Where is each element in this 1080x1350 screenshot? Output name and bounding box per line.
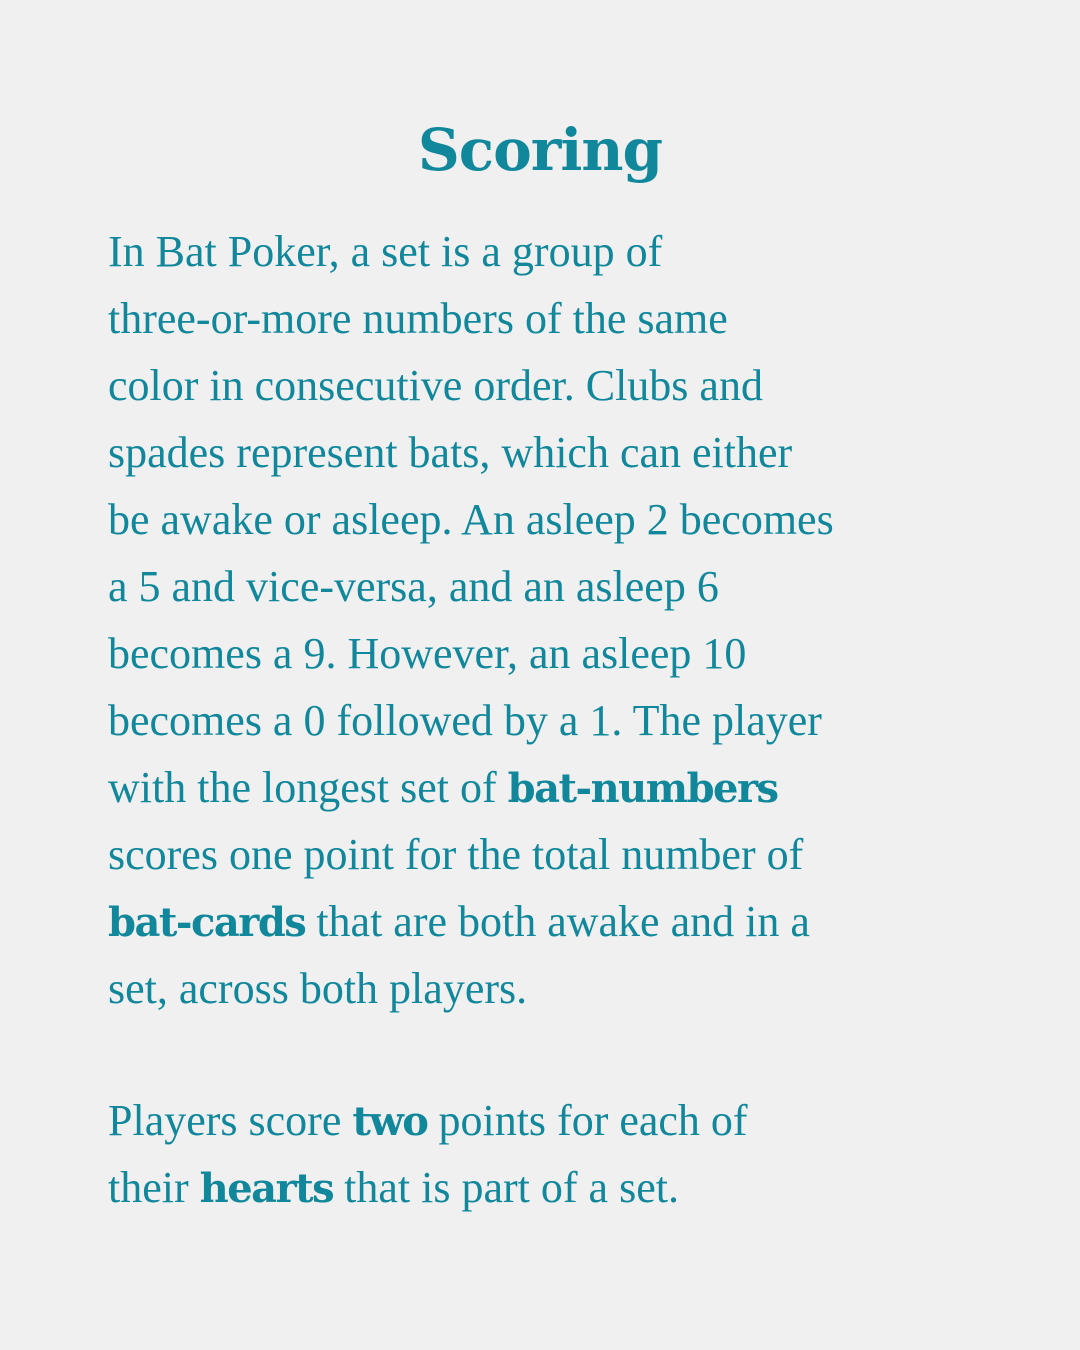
- text-line: color in consecutive order. Clubs and: [108, 361, 763, 410]
- page-title: Scoring: [417, 116, 663, 184]
- text-line: becomes a 9. However, an asleep 10: [108, 629, 747, 678]
- text-segment: that are both awake and in a: [305, 897, 810, 946]
- text-line: scores one point for the total number of: [108, 830, 804, 879]
- text-line: In Bat Poker, a set is a group of: [108, 227, 663, 276]
- text-segment: with the longest set of: [108, 763, 508, 812]
- text-line: [108, 888, 978, 955]
- text-segment: that is part of a set.: [333, 1163, 679, 1212]
- text-line: [108, 1154, 978, 1221]
- scoring-rules-paragraph: [108, 218, 978, 1022]
- bold-term-two: two: [352, 1098, 428, 1145]
- text-line: [108, 754, 978, 821]
- bold-term-bat-numbers: bat-numbers: [507, 765, 778, 812]
- text-segment: their: [108, 1163, 200, 1212]
- hearts-scoring-paragraph: [108, 1087, 978, 1221]
- text-segment: points for each of: [427, 1096, 748, 1145]
- text-line: a 5 and vice-versa, and an asleep 6: [108, 562, 719, 611]
- text-line: spades represent bats, which can either: [108, 428, 793, 477]
- bold-term-hearts: hearts: [199, 1165, 334, 1212]
- text-line: three-or-more numbers of the same: [108, 294, 728, 343]
- text-line: be awake or asleep. An asleep 2 becomes: [108, 495, 834, 544]
- text-segment: Players score: [108, 1096, 353, 1145]
- bold-term-bat-cards: bat-cards: [108, 899, 306, 946]
- text-line: becomes a 0 followed by a 1. The player: [108, 696, 822, 745]
- text-line: [108, 1087, 978, 1154]
- text-line: set, across both players.: [108, 964, 528, 1013]
